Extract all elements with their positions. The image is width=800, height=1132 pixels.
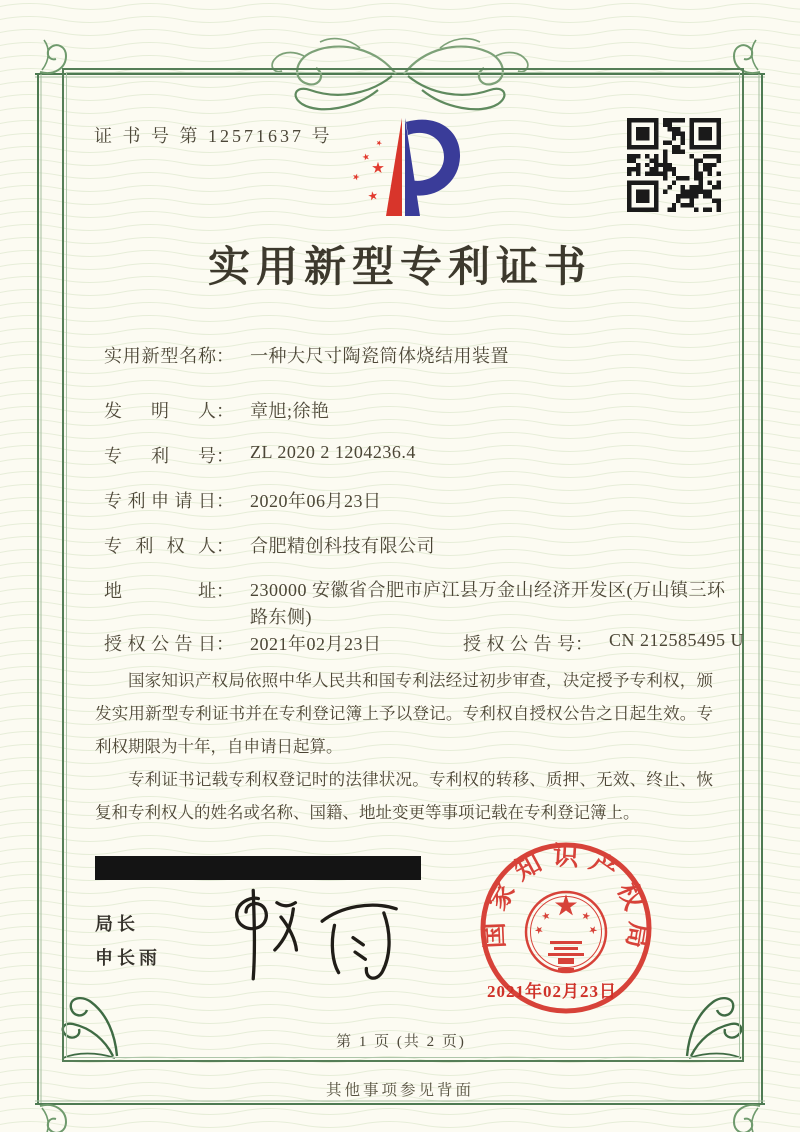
field-label: 专利号 [104,446,216,466]
field-value: 合肥精创科技有限公司 [250,536,435,556]
certificate-number: 证 书 号 第 12571637 号 [94,126,333,146]
page-number: 第 1 页 (共 2 页) [336,1034,466,1050]
field-address: 地址 ： 230000 安徽省合肥市庐江县万金山经济开发区(万山镇三环路东侧) [104,577,734,631]
field-value: ZL 2020 2 1204236.4 [250,442,416,462]
legal-statement [95,664,713,829]
grant-date-value: 2021年02月23日 [250,634,382,654]
field-label: 专利申请日 [104,491,216,511]
other-matters-note: 其他事项参见背面 [325,1082,474,1099]
field-grant-row: 授权公告日 ： 2021年02月23日 授权公告号 ： CN 212585495 U [104,630,745,654]
seal-date: 2021年02月23日 [487,982,617,1001]
redaction-bar [95,856,421,880]
legal-paragraph-1: 国家知识产权局依照中华人民共和国专利法经过初步审查，决定授予专利权，颁发实用新型专利证书并在专利登记簿上予以登记。专利权自授权公告之日起生效。专利权期限为十年，自申请日起算。 [95,671,713,756]
qr-code [627,118,721,212]
signer-title: 局长 [95,914,139,934]
legal-paragraph-2: 专利证书记载专利权登记时的法律状况。专利权的转移、质押、无效、终止、恢复和专利权人的姓名或名称、国籍、地址变更等事项记载在专利登记簿上。 [95,770,713,822]
field-label: 实用新型名称 [104,346,216,366]
shen-changyu-signature [212,878,422,986]
field-value: 一种大尺寸陶瓷筒体烧结用装置 [250,346,509,366]
field-filing-date: 专利申请日 ： 2020年06月23日 [104,487,382,513]
field-patentee: 专利权人 ： 合肥精创科技有限公司 [104,532,435,558]
field-label: 专利权人 [104,536,216,556]
field-utility-model-name: 实用新型名称 ： 一种大尺寸陶瓷筒体烧结用装置 [104,342,509,368]
field-value: 230000 安徽省合肥市庐江县万金山经济开发区(万山镇三环路东侧) [250,580,726,627]
grant-number-label: 授权公告号 [463,634,575,654]
seal-text: 国家知识产权局 [479,841,654,960]
field-value: 章旭;徐艳 [250,401,330,421]
cnipa-logo-icon [330,112,480,224]
national-emblem-icon [526,892,606,972]
certificate-title: 实用新型专利证书 [207,245,592,291]
field-value: 2020年06月23日 [250,491,382,511]
grant-date-label: 授权公告日 [104,634,216,654]
field-inventor: 发明人 ： 章旭;徐艳 [104,397,330,423]
grant-number-value: CN 212585495 U [609,630,745,650]
signer-name: 申长雨 [95,948,161,968]
field-label: 发明人 [104,401,216,421]
field-patent-number: 专利号 ： ZL 2020 2 1204236.4 [104,442,416,466]
field-label: 地址 [104,581,216,601]
